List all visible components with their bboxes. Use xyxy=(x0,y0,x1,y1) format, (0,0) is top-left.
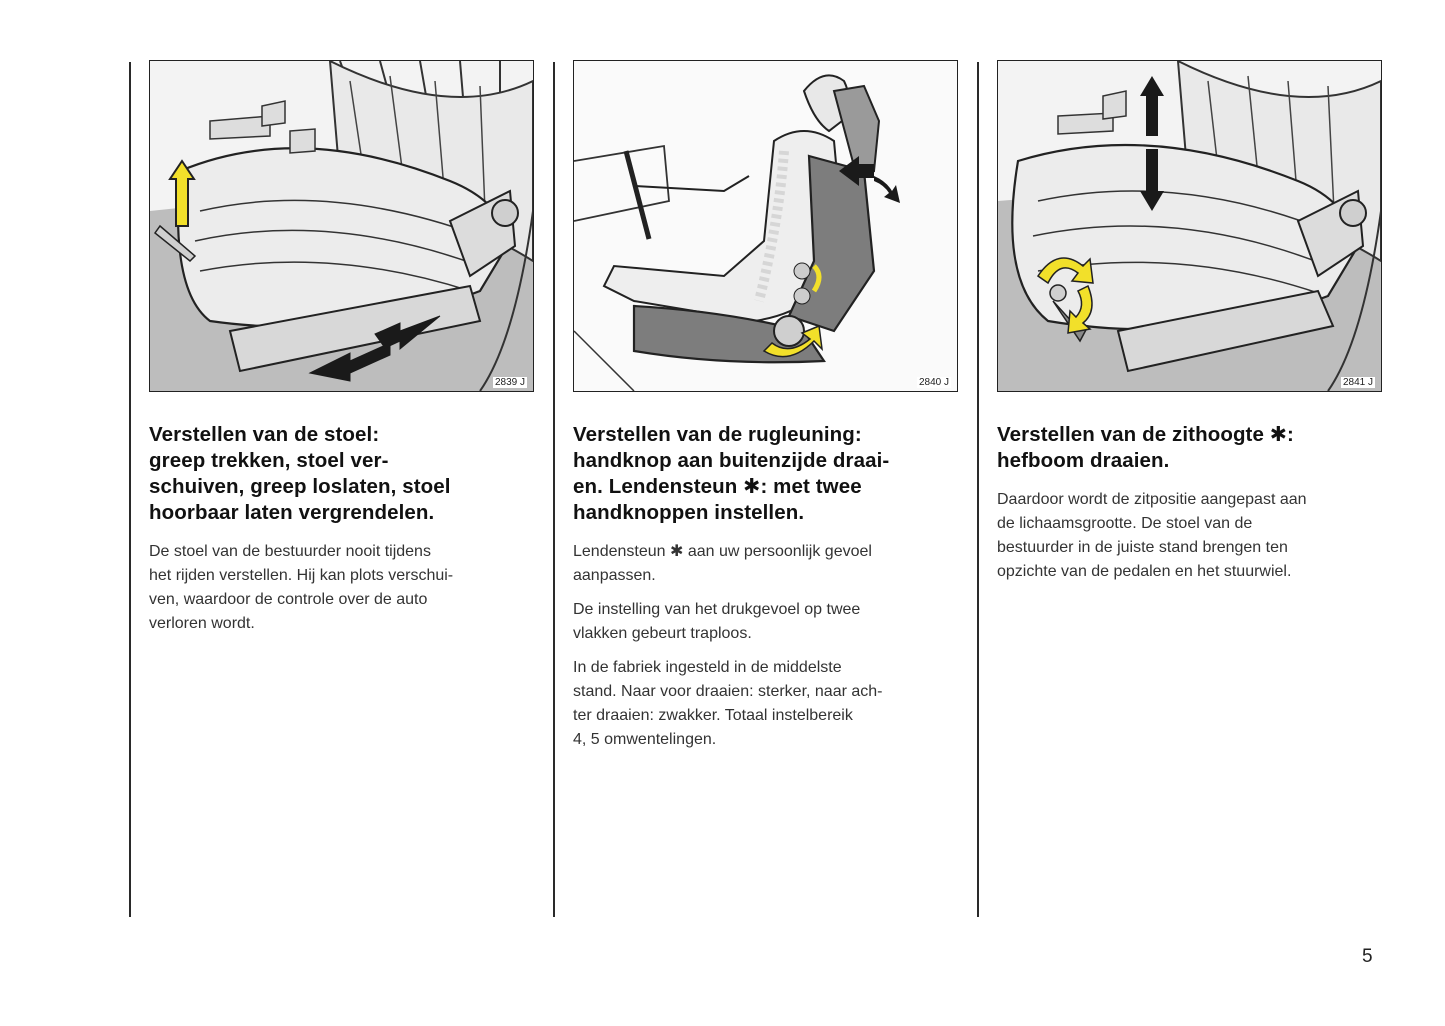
column-backrest-adjust xyxy=(573,60,958,752)
column-seat-adjust xyxy=(149,60,534,636)
heading-line: hoorbaar laten vergrendelen. xyxy=(149,501,435,524)
figure-code: 2839 J xyxy=(494,377,525,388)
heading-line: hefboom draaien. xyxy=(997,449,1170,472)
paragraph-line: vlakken gebeurt traploos. xyxy=(573,625,752,642)
section-heading xyxy=(149,422,534,526)
body-paragraph xyxy=(573,656,958,752)
column-divider-right xyxy=(977,62,979,917)
heading-line: greep trekken, stoel ver- xyxy=(149,449,389,472)
seat-slide-illustration xyxy=(150,61,533,391)
figure-seat-slide xyxy=(149,60,534,392)
heading-line: handknop aan buitenzijde draai- xyxy=(573,449,890,472)
column-divider-middle xyxy=(553,62,555,917)
figure-code: 2841 J xyxy=(1342,377,1373,388)
column-seat-height xyxy=(997,60,1382,584)
body-paragraph xyxy=(997,488,1382,584)
paragraph-line: de lichaamsgrootte. De stoel van de xyxy=(997,515,1253,532)
paragraph-line: De stoel van de bestuurder nooit tijdens xyxy=(149,543,431,560)
figure-backrest xyxy=(573,60,958,392)
paragraph-line: ter draaien: zwakker. Totaal instelbereik xyxy=(573,707,853,724)
section-heading xyxy=(997,422,1382,474)
heading-line: Verstellen van de zithoogte ✱: xyxy=(997,423,1294,446)
page-number: 5 xyxy=(1362,946,1373,967)
paragraph-line: ven, waardoor de controle over de auto xyxy=(149,591,428,608)
figure-seat-height xyxy=(997,60,1382,392)
paragraph-line: In de fabriek ingesteld in de middelste xyxy=(573,659,842,676)
body-paragraph xyxy=(573,540,958,588)
paragraph-line: het rijden verstellen. Hij kan plots verschui- xyxy=(149,567,454,584)
paragraph-line: 4, 5 omwentelingen. xyxy=(573,731,717,748)
column-divider-left xyxy=(129,62,131,917)
heading-line: handknoppen instellen. xyxy=(573,501,805,524)
backrest-illustration xyxy=(574,61,957,391)
section-heading xyxy=(573,422,958,526)
paragraph-line: stand. Naar voor draaien: sterker, naar ach- xyxy=(573,683,883,700)
heading-line: Verstellen van de stoel: xyxy=(149,423,380,446)
body-paragraph xyxy=(573,598,958,646)
heading-line: Verstellen van de rugleuning: xyxy=(573,423,862,446)
heading-line: schuiven, greep loslaten, stoel xyxy=(149,475,451,498)
paragraph-line: Daardoor wordt de zitpositie aangepast aan xyxy=(997,491,1307,508)
paragraph-line: bestuurder in de juiste stand brengen ten xyxy=(997,539,1288,556)
paragraph-line: Lendensteun ✱ aan uw persoonlijk gevoel xyxy=(573,543,872,560)
figure-code: 2840 J xyxy=(918,377,949,388)
seat-height-illustration xyxy=(998,61,1381,391)
paragraph-line: De instelling van het drukgevoel op twee xyxy=(573,601,861,618)
paragraph-line: aanpassen. xyxy=(573,567,656,584)
body-paragraph xyxy=(149,540,534,636)
paragraph-line: verloren wordt. xyxy=(149,615,255,632)
heading-line: en. Lendensteun ✱: met twee xyxy=(573,475,862,498)
paragraph-line: opzichte van de pedalen en het stuurwiel. xyxy=(997,563,1292,580)
